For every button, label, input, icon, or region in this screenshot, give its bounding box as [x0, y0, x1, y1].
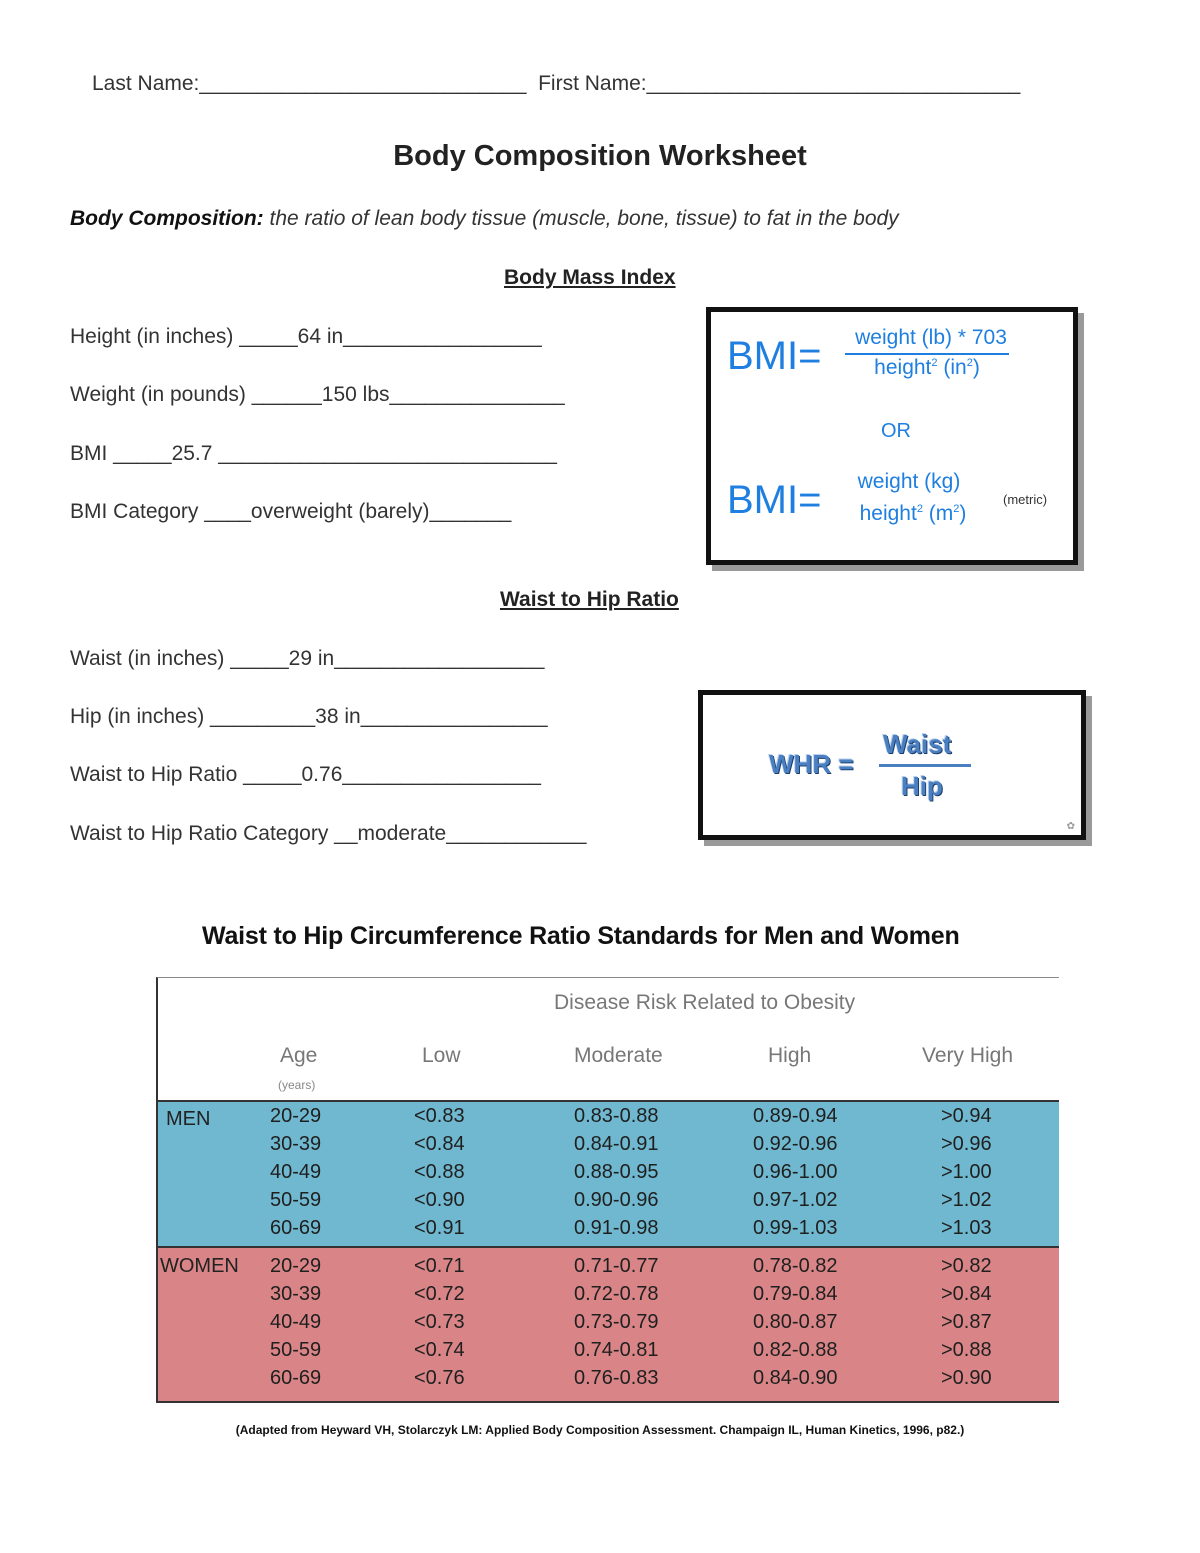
table-cell: >0.90 — [941, 1367, 992, 1389]
table-cell: 30-39 — [270, 1283, 322, 1305]
table-cell: <0.72 — [414, 1283, 465, 1305]
definition-text: the ratio of lean body tissue (muscle, bone, tissue) to fat in the body — [263, 207, 899, 230]
whr-numerator: Waist — [883, 729, 952, 759]
table-cell: 0.82-0.88 — [753, 1339, 838, 1361]
men-group — [156, 1100, 1059, 1248]
table-row — [158, 1367, 1061, 1395]
whr-category-field[interactable]: Waist to Hip Ratio Category __moderate____________ — [70, 822, 587, 845]
definition — [70, 207, 899, 231]
table-cell: <0.83 — [414, 1105, 465, 1127]
col-head-low: Low — [422, 1044, 461, 1067]
col-head-moderate: Moderate — [574, 1044, 663, 1067]
bmi-numerator-metric: weight (kg) — [857, 470, 961, 493]
table-cell: 0.91-0.98 — [574, 1217, 659, 1239]
table-cell: 0.84-0.90 — [753, 1367, 838, 1389]
table-header — [156, 977, 1059, 1100]
whr-heading: Waist to Hip Ratio — [500, 588, 679, 611]
first-name-field[interactable]: First Name:________________________________ — [538, 72, 1021, 95]
weight-field[interactable]: Weight (in pounds) ______150 lbs_______________ — [70, 383, 565, 406]
table-cell: 0.99-1.03 — [753, 1217, 838, 1239]
table-cell: 0.79-0.84 — [753, 1283, 838, 1305]
fraction-bar — [879, 764, 971, 767]
table-row — [158, 1311, 1061, 1339]
fraction-bar — [845, 353, 1009, 355]
height-field[interactable]: Height (in inches) _____64 in_________________ — [70, 325, 542, 348]
table-cell: >1.03 — [941, 1217, 992, 1239]
table-cell: >0.88 — [941, 1339, 992, 1361]
table-cell: 50-59 — [270, 1189, 322, 1211]
table-cell: <0.90 — [414, 1189, 465, 1211]
risk-header: Disease Risk Related to Obesity — [554, 991, 856, 1014]
definition-term: Body Composition: — [70, 207, 264, 230]
bmi-denominator-imperial: height$^2$ $(in^2)$ — [874, 356, 980, 379]
bmi-label-imperial: BMI= — [727, 334, 822, 378]
col-head-very-high: Very High — [922, 1044, 1014, 1067]
bmi-category-field[interactable]: BMI Category ____overweight (barely)_______ — [70, 500, 512, 523]
table-title: Waist to Hip Circumference Ratio Standards for Men and Women — [202, 922, 960, 950]
whr-label: WHR = — [769, 749, 854, 779]
name-line — [92, 72, 1020, 96]
bmi-formula-box — [706, 307, 1078, 565]
hip-field[interactable]: Hip (in inches) _________38 in________________ — [70, 705, 548, 728]
table-cell: 50-59 — [270, 1339, 322, 1361]
table-cell: 0.80-0.87 — [753, 1311, 838, 1333]
metric-note: (metric) — [1003, 492, 1048, 507]
table-cell: 0.83-0.88 — [574, 1105, 659, 1127]
table-cell: >0.84 — [941, 1283, 992, 1305]
citation: (Adapted from Heyward VH, Stolarczyk LM: Applied Body Composition Assessment. Champaign IL, Human Kinetics, 1996, p82.) — [235, 1423, 965, 1437]
table-cell: 30-39 — [270, 1133, 322, 1155]
bmi-field[interactable]: BMI _____25.7 _____________________________ — [70, 442, 557, 465]
age-unit: (years) — [278, 1078, 316, 1092]
bmi-numerator-imperial: weight (lb) * 703 — [855, 326, 1007, 349]
table-cell: 0.71-0.77 — [574, 1255, 659, 1277]
table-cell: 40-49 — [270, 1161, 322, 1183]
table-cell: 20-29 — [270, 1255, 322, 1277]
table-cell: 0.78-0.82 — [753, 1255, 838, 1277]
table-cell: 60-69 — [270, 1217, 322, 1239]
table-cell: >0.87 — [941, 1311, 992, 1333]
whr-standards-table — [156, 977, 1059, 1403]
bmi-denominator-metric: height$^2$ $(m^2)$ — [859, 502, 967, 525]
table-row — [158, 1217, 1061, 1245]
table-cell: >0.82 — [941, 1255, 992, 1277]
table-cell: 0.88-0.95 — [574, 1161, 659, 1183]
table-cell: 0.72-0.78 — [574, 1283, 659, 1305]
table-cell: 60-69 — [270, 1367, 322, 1389]
bmi-or-label: OR — [881, 420, 911, 442]
table-row — [158, 1283, 1061, 1311]
watermark-icon: ✿ — [1066, 821, 1075, 832]
col-head-age: Age — [280, 1044, 318, 1067]
table-cell: <0.88 — [414, 1161, 465, 1183]
table-cell: 0.74-0.81 — [574, 1339, 659, 1361]
table-cell: 0.84-0.91 — [574, 1133, 659, 1155]
table-cell: 0.96-1.00 — [753, 1161, 838, 1183]
last-name-field[interactable]: Last Name:____________________________ — [92, 72, 527, 95]
table-row — [158, 1255, 1061, 1283]
table-cell: 20-29 — [270, 1105, 322, 1127]
table-row — [158, 1161, 1061, 1189]
women-group — [156, 1248, 1059, 1403]
table-cell: >1.02 — [941, 1189, 992, 1211]
table-cell: <0.71 — [414, 1255, 465, 1277]
col-head-high: High — [768, 1044, 812, 1067]
table-cell: >0.94 — [941, 1105, 992, 1127]
table-cell: 0.92-0.96 — [753, 1133, 838, 1155]
men-label: MEN — [166, 1108, 211, 1130]
table-row — [158, 1105, 1061, 1133]
waist-field[interactable]: Waist (in inches) _____29 in__________________ — [70, 647, 545, 670]
table-cell: <0.91 — [414, 1217, 465, 1239]
table-cell: 0.90-0.96 — [574, 1189, 659, 1211]
table-row — [158, 1133, 1061, 1161]
table-cell: 0.89-0.94 — [753, 1105, 838, 1127]
page-title: Body Composition Worksheet — [393, 140, 807, 172]
table-row — [158, 1339, 1061, 1367]
table-cell: <0.84 — [414, 1133, 465, 1155]
table-cell: <0.76 — [414, 1367, 465, 1389]
table-cell: 40-49 — [270, 1311, 322, 1333]
table-cell: <0.74 — [414, 1339, 465, 1361]
table-cell: 0.73-0.79 — [574, 1311, 659, 1333]
bmi-heading: Body Mass Index — [504, 266, 676, 289]
table-cell: 0.76-0.83 — [574, 1367, 659, 1389]
women-label: WOMEN — [160, 1255, 239, 1277]
table-cell: 0.97-1.02 — [753, 1189, 838, 1211]
whr-denominator: Hip — [901, 771, 943, 801]
table-cell: >0.96 — [941, 1133, 992, 1155]
whr-field[interactable]: Waist to Hip Ratio _____0.76_________________ — [70, 763, 541, 786]
whr-formula-box — [698, 690, 1086, 840]
table-cell: >1.00 — [941, 1161, 992, 1183]
table-row — [158, 1189, 1061, 1217]
table-cell: <0.73 — [414, 1311, 465, 1333]
bmi-label-metric: BMI= — [727, 478, 822, 522]
